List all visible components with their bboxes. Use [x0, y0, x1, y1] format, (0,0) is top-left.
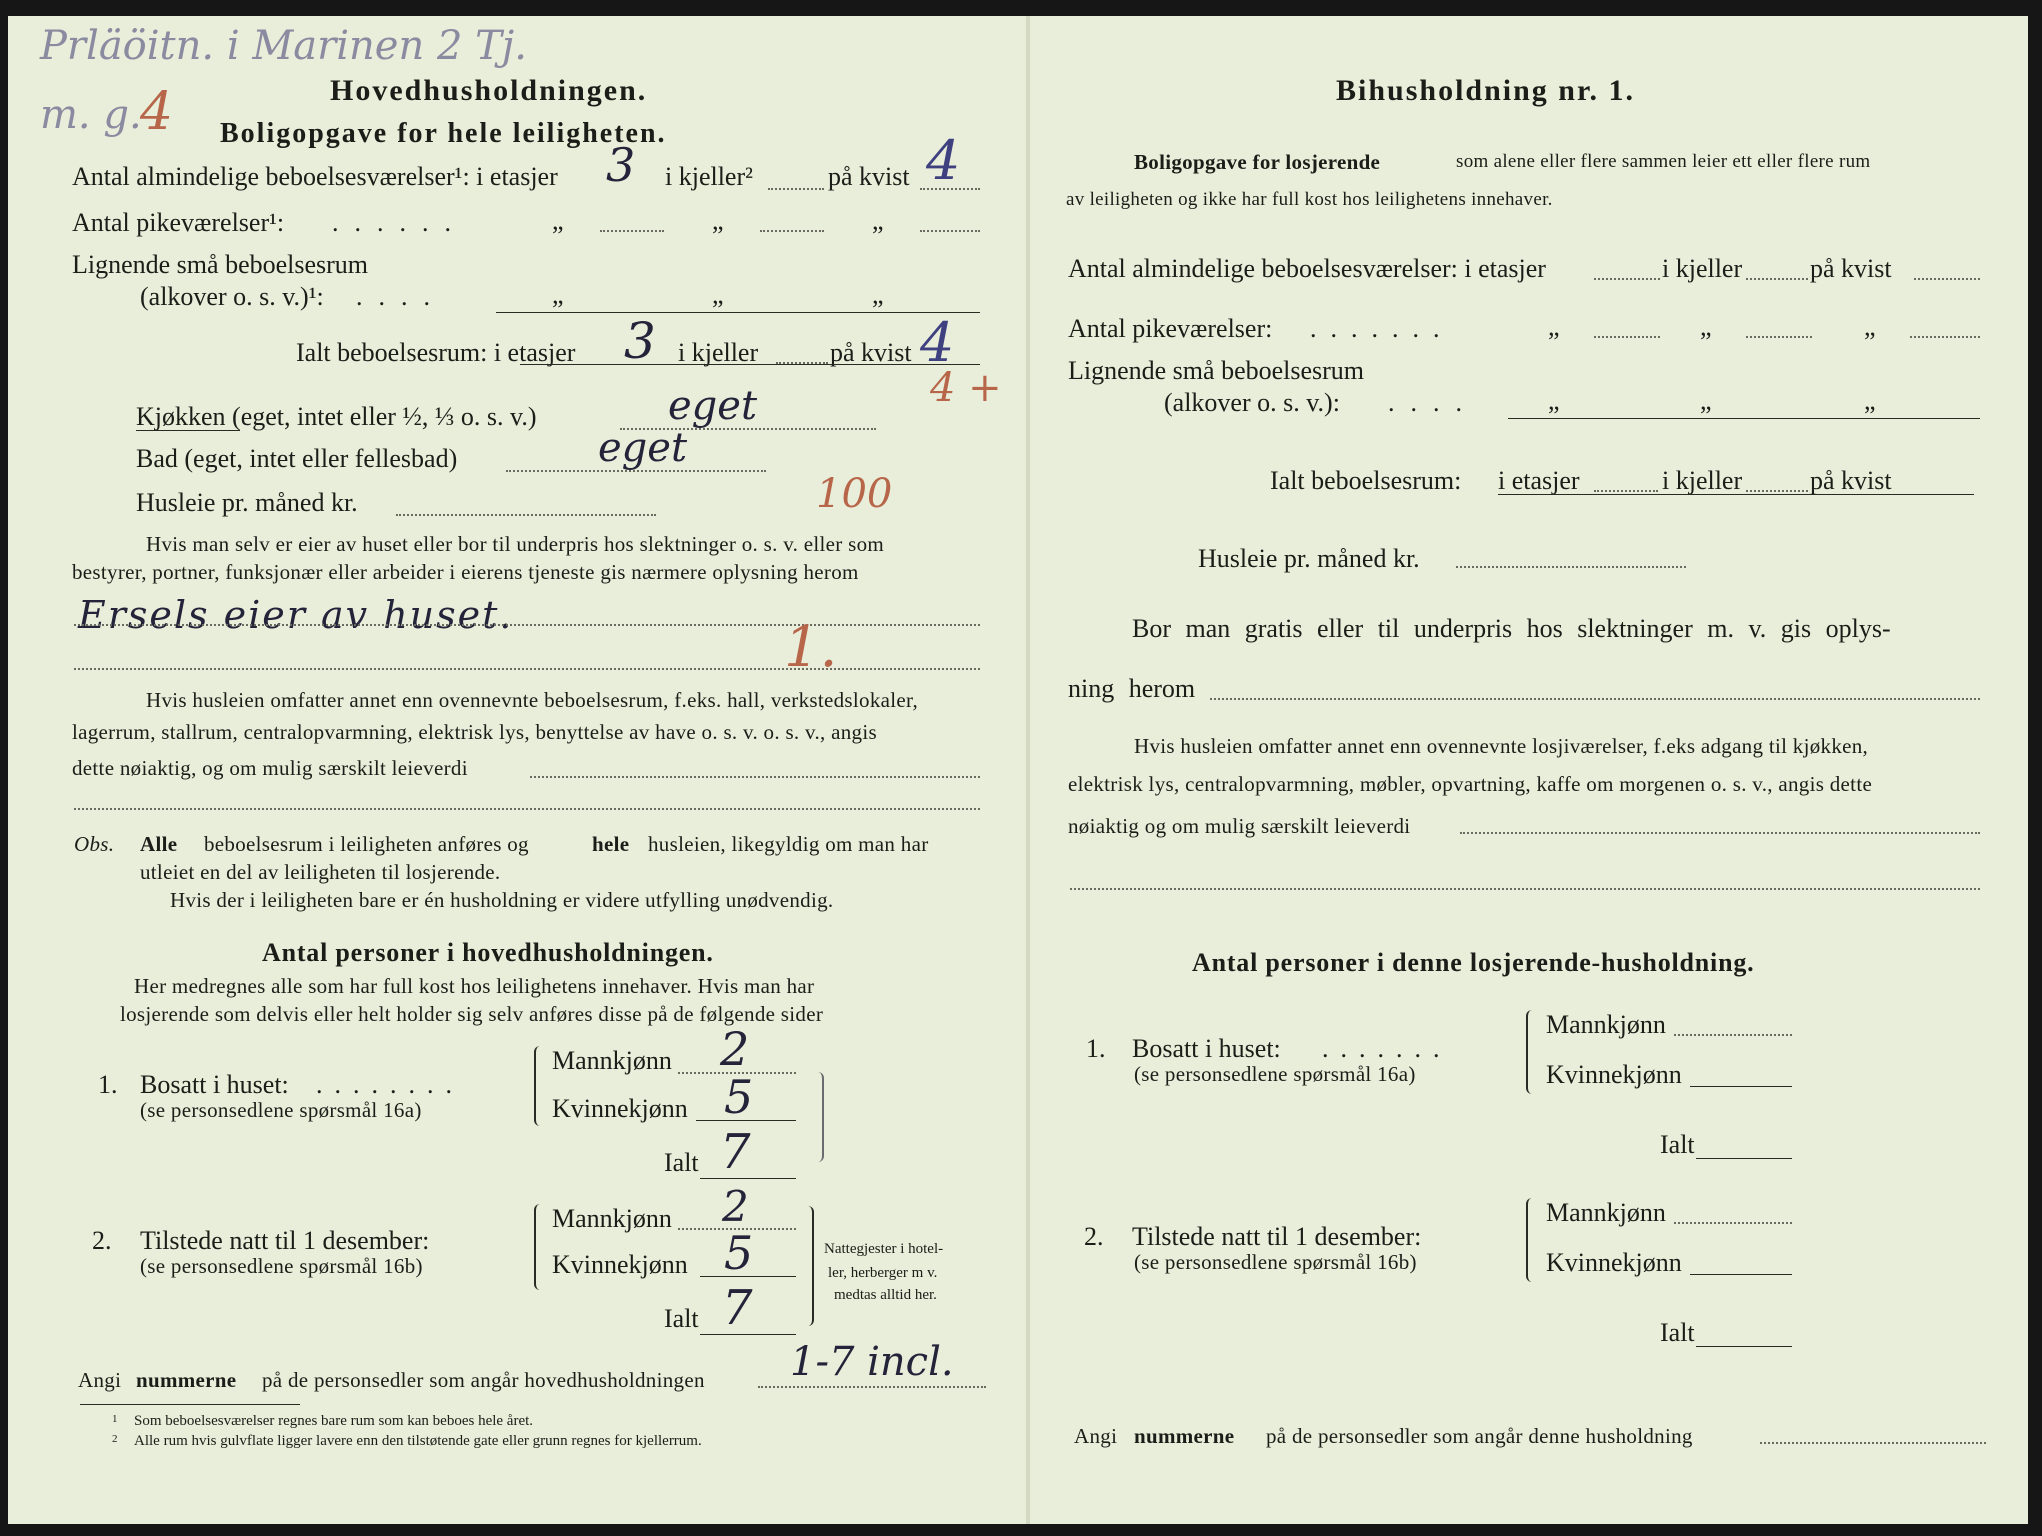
kitchen-underline [136, 430, 240, 431]
handwritten-corner-red: 4 [140, 82, 174, 142]
r-q2-brace [1526, 1198, 1538, 1282]
persons-note: Her medregnes alle som har full kost hos leilighetens innehaver. Hvis man har [134, 974, 815, 998]
obs-text-2: husleien, likegyldig om man har [648, 832, 929, 856]
r-q2-female-label: Kvinnekjønn [1546, 1248, 1682, 1277]
q2-female-label: Kvinnekjønn [552, 1250, 688, 1279]
r-q1-male-label: Mannkjønn [1546, 1010, 1666, 1039]
numbers-field [758, 1386, 986, 1388]
r-q2-total-label: Ialt [1660, 1318, 1695, 1347]
q2-brace [534, 1204, 546, 1290]
r-similar-rooms-label-2: (alkover o. s. v.): [1164, 388, 1340, 417]
r-total-kjeller-field [1746, 490, 1808, 492]
r-similar-rooms-label: Lignende små beboelsesrum [1068, 356, 1365, 385]
handwritten-q1-female: 5 [724, 1070, 754, 1124]
r-maid-field [1594, 336, 1660, 338]
lodger-text: som alene eller flere sammen leier ett eller flere rum [1456, 151, 1871, 172]
r-q2-female-field [1690, 1274, 1792, 1275]
r-maid-rooms-label: Antal pikeværelser: [1068, 314, 1273, 343]
page-fold [1026, 16, 1030, 1524]
ditto-mark: „ [1700, 386, 1712, 415]
included-note-2: lagerrum, stallrum, centralopvarmning, elektrisk lys, benyttelse av have o. s. v. o. s. v., angis [72, 720, 877, 744]
r-total-rooms-label: Ialt beboelsesrum: [1270, 466, 1462, 495]
ditto-mark: „ [712, 206, 724, 235]
q2-right-brace [802, 1206, 814, 1326]
r-q1-total-label: Ialt [1660, 1130, 1695, 1159]
total-rooms-kvist-label: på kvist [830, 338, 912, 367]
r-numbers-field [1760, 1442, 1986, 1444]
handwritten-q1-male: 2 [720, 1022, 750, 1076]
r-included-note: Hvis husleien omfatter annet enn ovennevnte losjiværelser, f.eks adgang til kjøkken, [1134, 734, 1869, 758]
similar-rooms-label-2: (alkover o. s. v.)¹: [140, 282, 324, 311]
rent-label: Husleie pr. måned kr. [136, 488, 358, 517]
maid-rooms-leader: ...... [332, 208, 467, 237]
maid-rooms-field [760, 230, 824, 232]
r-q1-male-field [1674, 1034, 1792, 1036]
r-rent-label: Husleie pr. måned kr. [1198, 544, 1420, 573]
r-free-note-2: ning herom [1068, 674, 1196, 703]
r-q2-male-label: Mannkjønn [1546, 1198, 1666, 1227]
r-similar-rule [1508, 418, 1980, 419]
r-q1-female-field [1690, 1086, 1792, 1087]
main-household-title: Hovedhusholdningen. [330, 74, 648, 107]
rent-field [396, 514, 656, 516]
ditto-mark: „ [712, 280, 724, 309]
r-q2-total-field [1696, 1346, 1792, 1347]
handwritten-total-kvist: 4 [920, 311, 955, 374]
r-maid-field [1746, 336, 1812, 338]
maid-rooms-field [600, 230, 664, 232]
obs-line-3: Hvis der i leiligheten bare er én husholdning er videre utfylling unødvendig. [170, 888, 834, 912]
footnote-2-mark: 2 [112, 1433, 118, 1445]
owner-note-2: bestyrer, portner, funksjonær eller arbeider i eierens tjeneste gis nærmere oplysning herom [72, 560, 859, 584]
r-q1-number: 1. [1086, 1034, 1106, 1063]
footnote-2: Alle rum hvis gulvflate ligger lavere enn den tilstøtende gate eller grunn regnes for kjellerrum. [134, 1433, 702, 1449]
q1-female-label: Kvinnekjønn [552, 1094, 688, 1123]
persons-title: Antal personer i hovedhusholdningen. [262, 938, 714, 967]
q2-label: Tilstede natt til 1 desember: [140, 1226, 430, 1255]
ditto-mark: „ [1864, 386, 1876, 415]
ditto-mark: „ [1700, 312, 1712, 341]
ditto-mark: „ [552, 280, 564, 309]
sub-household-title: Bihusholdning nr. 1. [1336, 74, 1636, 107]
r-q2-label: Tilstede natt til 1 desember: [1132, 1222, 1422, 1251]
footnote-rule [80, 1404, 300, 1405]
obs-text: beboelsesrum i leiligheten anføres og [204, 832, 529, 856]
r-numbers-text: på de personsedler som angår denne husholdning [1266, 1424, 1693, 1448]
included-note: Hvis husleien omfatter annet enn ovennevnte beboelsesrum, f.eks. hall, verkstedslokaler, [146, 688, 919, 712]
lodger-text-2: av leiligheten og ikke har full kost hos leilighetens innehaver. [1066, 189, 1553, 210]
ditto-mark: „ [872, 280, 884, 309]
handwritten-rent: 100 [816, 471, 893, 517]
included-field [530, 776, 980, 778]
total-rooms-kjeller-label: i kjeller [678, 338, 759, 367]
guest-note: Nattegjester i hotel- [824, 1241, 944, 1257]
rooms-kvist-label: på kvist [828, 162, 910, 191]
handwritten-q2-female: 5 [724, 1226, 754, 1280]
r-q1-brace [1526, 1010, 1538, 1094]
r-rooms-kjeller-field [1746, 278, 1808, 280]
r-q1-label: Bosatt i huset: [1132, 1034, 1281, 1063]
numbers-angi: Angi [78, 1368, 122, 1392]
handwritten-owner: Ersels eier av huset. [78, 593, 514, 637]
persons-note-2: losjerende som delvis eller helt holder sig selv anføres disse på de følgende sider [120, 1002, 824, 1026]
r-q1-total-field [1696, 1158, 1792, 1159]
q2-male-label: Mannkjønn [552, 1204, 672, 1233]
rooms-kjeller-field [768, 188, 824, 190]
guest-note-2: ler, herberger m v. [828, 1265, 938, 1281]
handwritten-q1-tick [812, 1072, 824, 1162]
r-maid-field [1910, 336, 1980, 338]
r-maid-rooms-leader: ....... [1310, 314, 1454, 343]
handwritten-rooms-etasjer: 3 [606, 138, 636, 192]
ditto-mark: „ [1548, 386, 1560, 415]
r-rent-field [1456, 566, 1686, 568]
r-rooms-kjeller-label: i kjeller [1662, 254, 1743, 283]
r-q2-number: 2. [1084, 1222, 1104, 1251]
r-numbers-bold: nummerne [1134, 1424, 1235, 1448]
ditto-mark: „ [1864, 312, 1876, 341]
bath-label: Bad (eget, intet eller fellesbad) [136, 444, 458, 473]
q1-label: Bosatt i huset: [140, 1070, 289, 1099]
handwritten-rooms-kvist: 4 [926, 129, 961, 192]
rooms-kjeller-label: i kjeller² [665, 162, 753, 191]
q2-subtext: (se personsedlene spørsmål 16b) [140, 1254, 423, 1278]
handwritten-corner-note-2: m. g. [40, 92, 142, 138]
r-numbers-angi: Angi [1074, 1424, 1118, 1448]
maid-rooms-label: Antal pikeværelser¹: [72, 208, 285, 237]
footnote-1-mark: 1 [112, 1413, 118, 1425]
r-included-field [1460, 832, 1980, 834]
owner-field [74, 624, 980, 626]
r-free-field [1210, 698, 1980, 700]
r-included-field-2 [1070, 888, 1980, 890]
handwritten-q2-total: 7 [722, 1280, 753, 1336]
numbers-text: på de personsedler som angår hovedhusholdningen [262, 1368, 705, 1392]
obs-hele: hele [592, 832, 630, 856]
obs-label: Obs. [74, 832, 115, 856]
main-household-subtitle: Boligopgave for hele leiligheten. [220, 118, 667, 149]
q1-number: 1. [98, 1070, 118, 1099]
included-note-3: dette nøiaktig, og om mulig særskilt leieverdi [72, 756, 468, 780]
ditto-mark: „ [872, 206, 884, 235]
guest-note-3: medtas alltid her. [834, 1287, 937, 1303]
r-rooms-kvist-field [1914, 278, 1980, 280]
handwritten-margin-red: 4 + [930, 365, 1002, 411]
handwritten-kitchen: eget [668, 383, 758, 429]
q2-total-label: Ialt [664, 1304, 699, 1333]
r-persons-title: Antal personer i denne losjerende-husholdning. [1192, 948, 1755, 977]
r-total-etasjer-field [1594, 490, 1658, 492]
r-q1-female-label: Kvinnekjønn [1546, 1060, 1682, 1089]
rooms-label: Antal almindelige beboelsesværelser¹: i etasjer [72, 162, 558, 191]
handwritten-owner-red: 1. [784, 615, 838, 680]
r-q2-subtext: (se personsedlene spørsmål 16b) [1134, 1250, 1417, 1274]
r-total-etasjer-label: i etasjer [1498, 466, 1580, 495]
total-rooms-rule [520, 364, 980, 365]
r-included-note-2: elektrisk lys, centralopvarmning, møbler, opvartning, kaffe om morgenen o. s. v., angis dette [1068, 772, 1873, 796]
included-field-2 [74, 808, 980, 810]
handwritten-corner-note: Prläöitn. i Marinen 2 Tj. [40, 23, 527, 69]
r-total-rule [1498, 494, 1974, 495]
q1-leader: ........ [316, 1070, 464, 1099]
handwritten-numbers: 1-7 incl. [790, 1339, 954, 1385]
ditto-mark: „ [552, 206, 564, 235]
r-similar-leader: .... [1388, 388, 1478, 417]
owner-note: Hvis man selv er eier av huset eller bor til underpris hos slektninger o. s. v. eller som [146, 532, 885, 556]
q1-subtext: (se personsedlene spørsmål 16a) [140, 1098, 422, 1122]
r-free-note: Bor man gratis eller til underpris hos slektninger m. v. gis oplys- [1132, 614, 1891, 643]
r-total-kjeller-label: i kjeller [1662, 466, 1743, 495]
ditto-mark: „ [1548, 312, 1560, 341]
q1-total-label: Ialt [664, 1148, 699, 1177]
similar-rooms-rule [496, 312, 980, 313]
handwritten-bath: eget [598, 425, 688, 471]
similar-rooms-label: Lignende små beboelsesrum [72, 250, 369, 279]
obs-alle: Alle [140, 832, 178, 856]
q2-number: 2. [92, 1226, 112, 1255]
q1-male-label: Mannkjønn [552, 1046, 672, 1075]
total-rooms-label: Ialt beboelsesrum: i etasjer [296, 338, 576, 367]
r-rooms-etasjer-field [1594, 278, 1660, 280]
r-rooms-kvist-label: på kvist [1810, 254, 1892, 283]
footnote-1: Som beboelsesværelser regnes bare rum som kan beboes hele året. [134, 1413, 534, 1429]
kitchen-label: Kjøkken (eget, intet eller ½, ⅓ o. s. v.) [136, 402, 537, 431]
r-q2-male-field [1674, 1222, 1792, 1224]
numbers-bold: nummerne [136, 1368, 237, 1392]
r-rooms-label: Antal almindelige beboelsesværelser: i etasjer [1068, 254, 1546, 283]
owner-field-2 [74, 668, 980, 670]
obs-line-2: utleiet en del av leiligheten til losjerende. [140, 860, 501, 884]
lodger-heading: Boligopgave for losjerende [1134, 150, 1381, 174]
r-included-note-3: nøiaktig og om mulig særskilt leieverdi [1068, 814, 1411, 838]
r-q1-leader: ....... [1322, 1034, 1452, 1063]
handwritten-q1-total: 7 [720, 1124, 751, 1180]
similar-rooms-leader: .... [356, 282, 446, 311]
q1-brace [534, 1046, 546, 1126]
handwritten-q2-male: 2 [722, 1182, 749, 1231]
r-total-kvist-label: på kvist [1810, 466, 1892, 495]
maid-rooms-field [920, 230, 980, 232]
r-q1-subtext: (se personsedlene spørsmål 16a) [1134, 1062, 1416, 1086]
handwritten-total-etasjer: 3 [624, 312, 656, 370]
